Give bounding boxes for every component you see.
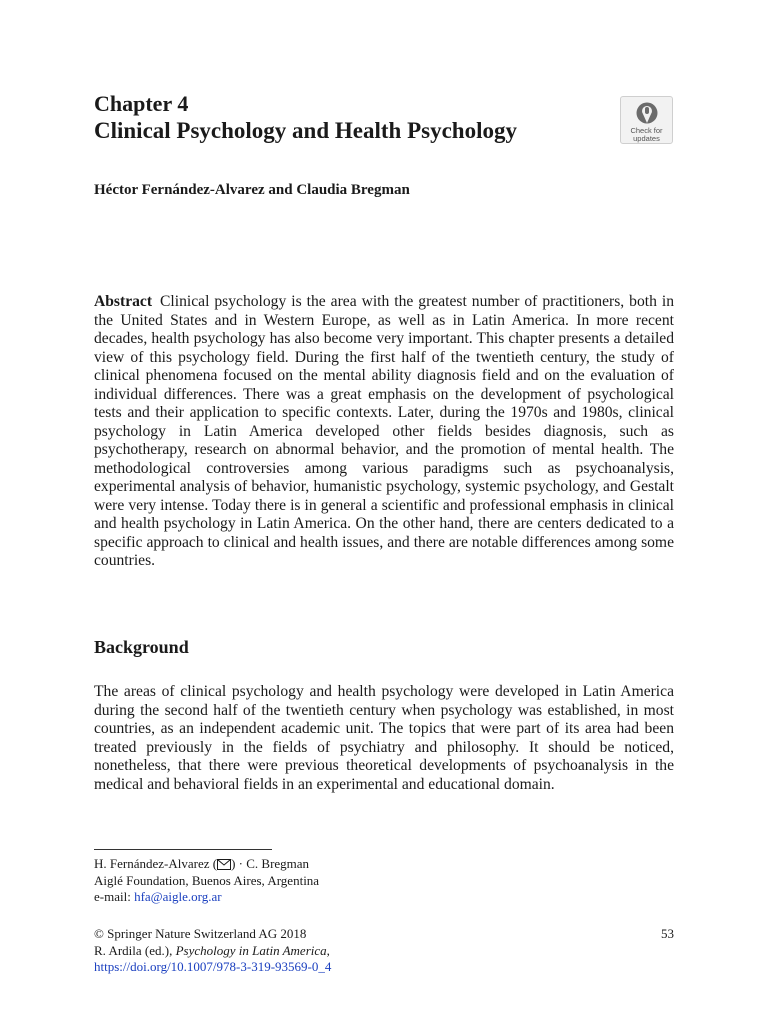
footnote-divider [94,849,272,850]
envelope-icon [217,859,231,870]
badge-text: Check for updates [630,126,663,143]
authors: Héctor Fernández-Alvarez and Claudia Bregman [94,182,410,198]
author-line [94,856,319,873]
check-for-updates-badge[interactable] [620,96,673,144]
citation-line [94,943,331,960]
abstract-text: Clinical psychology is the area with the greatest number of practitioners, both in the United States and in Western Europe, as well as in Latin America. In more recent decades, health psychology has also become very important. This chapter presents a detailed view of this psychology field. During the first half of the twentieth century, the study of clinical phenomena focused on the mental ability diagnosis field and on the evaluation of individual differences. There was a great emphasis on the development of psychological tests and their application to specific contexts. Later, during the 1970s and 1980s, clinical psychology in Latin America developed other fields besides diagnosis, such as psychotherapy, research on abnormal behavior, and the promotion of mental health. The methodological controversies among various paradigms such as psychoanalysis, experimental analysis of behavior, humanistic psychology, systemic psychology, and Gestalt were very intense. Today there is in general a scientific and professional emphasis in clinical and health psychology in Latin America. On the other hand, there are centers dedicated to a specific approach to clinical and health issues, and there are notable differences among some countries. [94,293,674,569]
check-for-updates-icon [634,101,660,125]
email-link[interactable]: hfa@aigle.org.ar [134,889,222,904]
corresponding-author-name: H. Fernández-Alvarez ( [94,856,218,871]
email-label: e-mail: [94,889,135,904]
institution: Aiglé Foundation, Buenos Aires, Argentina [94,872,320,888]
doi-link[interactable]: https://doi.org/10.1007/978-3-319-93569-0_4 [94,959,332,974]
abstract-label: Abstract [94,293,153,310]
book-title: Psychology in Latin America [175,942,327,958]
editor-text: R. Ardila (ed.), [94,942,176,958]
email-line [94,889,319,906]
section-heading-background: Background [94,637,189,657]
author-affiliation [94,856,319,906]
chapter-title: Clinical Psychology and Health Psychology [94,118,517,143]
chapter-label: Chapter 4 [94,91,189,116]
copyright-line: © Springer Nature Switzerland AG 2018 [94,926,307,941]
page-number: 53 [661,926,674,941]
background-paragraph: The areas of clinical psychology and health psychology were developed in Latin America during the second half of the twentieth century when psychology was established, in most countries, as an independent academic unit. The topics that were part of its area had been treated previously in the fields of psychiatry and philosophy. It should be noticed, nonetheless, that there were previous theoretical developments of psychoanalysis in the medical and behavioral fields in an experimental and educational domain. [94,683,674,793]
abstract [94,293,674,571]
citation-comma: , [326,942,330,958]
coauthor-name: ) · C. Bregman [231,856,310,871]
copyright-block [94,926,331,976]
